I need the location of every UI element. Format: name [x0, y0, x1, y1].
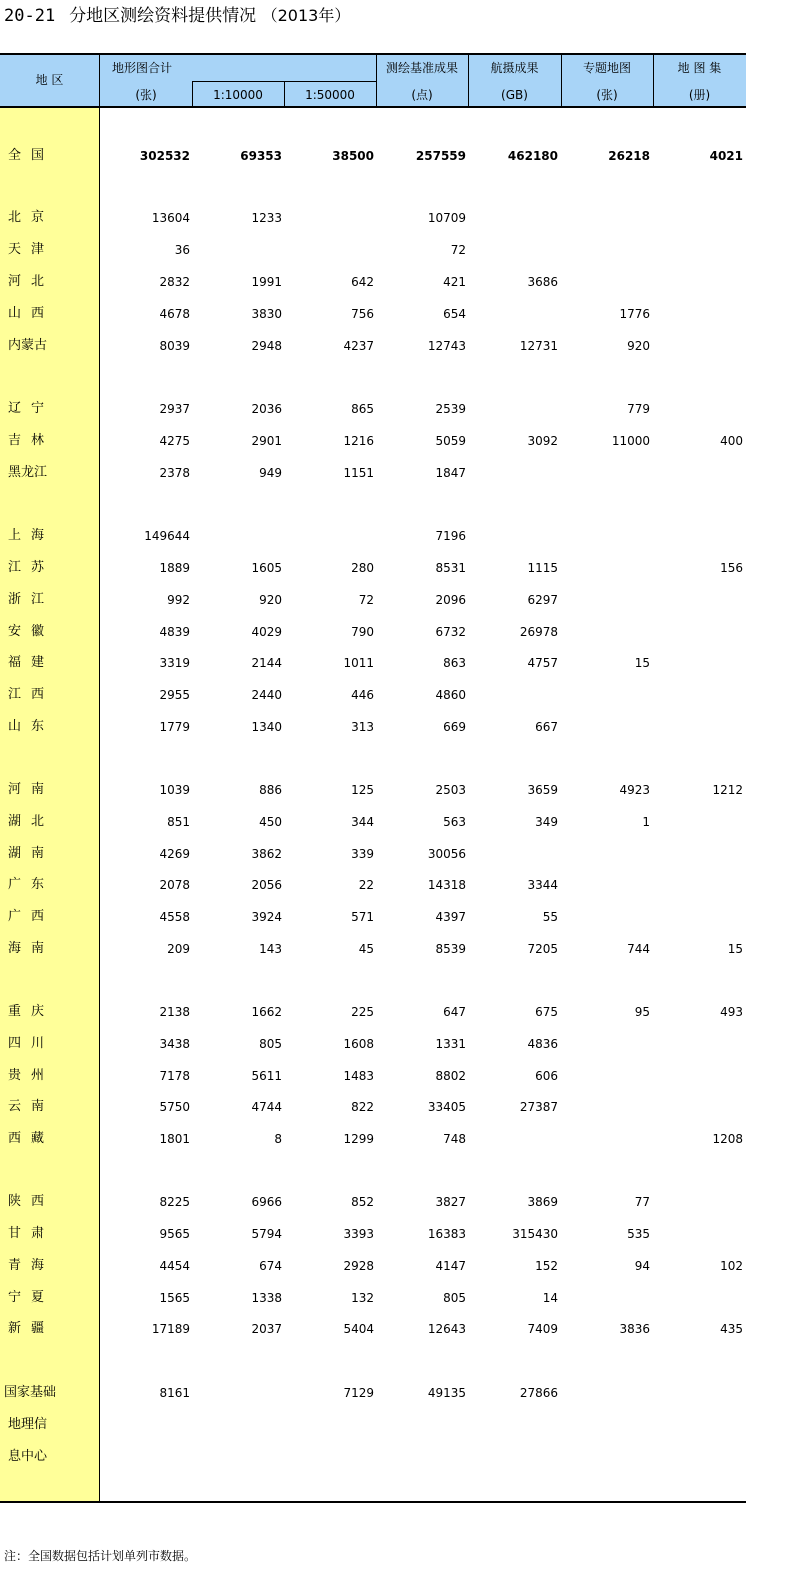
- table-cell: 863: [443, 656, 466, 670]
- table-cell: 1847: [435, 466, 466, 480]
- table-row: [0, 1383, 746, 1403]
- table-cell: 1331: [435, 1037, 466, 1051]
- table-cell: 2138: [159, 1005, 190, 1019]
- region-name: 浙江: [8, 592, 55, 607]
- table-cell: 1216: [343, 434, 374, 448]
- table-cell: 756: [351, 307, 374, 321]
- table-cell: 1151: [343, 466, 374, 480]
- table-cell: 302532: [139, 149, 190, 163]
- region-name: 重庆: [8, 1004, 55, 1019]
- table-cell: 1011: [343, 656, 374, 670]
- table-cell: 744: [627, 942, 650, 956]
- table-cell: 790: [351, 625, 374, 639]
- table-cell: 450: [259, 815, 282, 829]
- region-name: 辽宁: [8, 401, 55, 416]
- table-row: [0, 146, 746, 166]
- table-cell: 435: [720, 1322, 743, 1336]
- table-cell: 10709: [427, 211, 466, 225]
- table-row: [0, 1319, 746, 1339]
- table-row: [0, 208, 746, 228]
- table-row: [0, 780, 746, 800]
- table-cell: 49135: [427, 1386, 466, 1400]
- table-cell: 1991: [251, 275, 282, 289]
- table-row: [0, 1192, 746, 1212]
- table-cell: 4839: [159, 625, 190, 639]
- table-cell: 3862: [251, 847, 282, 861]
- table-cell: 865: [351, 402, 374, 416]
- table-cell: 493: [720, 1005, 743, 1019]
- table-row: [0, 304, 746, 324]
- table-cell: 11000: [611, 434, 650, 448]
- table-cell: 446: [351, 688, 374, 702]
- table-cell: 2378: [159, 466, 190, 480]
- table-cell: 8539: [435, 942, 466, 956]
- table-row: [0, 717, 746, 737]
- table-cell: 344: [351, 815, 374, 829]
- table-cell: 920: [627, 339, 650, 353]
- table-cell: 225: [351, 1005, 374, 1019]
- table-row: [0, 558, 746, 578]
- table-cell: 4757: [527, 656, 558, 670]
- table-cell: 2948: [251, 339, 282, 353]
- table-cell: 33405: [427, 1100, 466, 1114]
- region-name: 福建: [8, 655, 55, 670]
- table-cell: 2928: [343, 1259, 374, 1273]
- table-cell: 421: [443, 275, 466, 289]
- table-cell: 4923: [619, 783, 650, 797]
- table-row: [0, 463, 746, 483]
- table-row: [0, 622, 746, 642]
- table-cell: 6297: [527, 593, 558, 607]
- region-name: 山东: [8, 719, 55, 734]
- table-cell: 4237: [343, 339, 374, 353]
- table-cell: 15: [727, 942, 743, 956]
- table-cell: 642: [351, 275, 374, 289]
- table-cell: 3836: [619, 1322, 650, 1336]
- table-cell: 102: [720, 1259, 743, 1273]
- table-cell: 1801: [159, 1132, 190, 1146]
- region-name: 湖南: [8, 846, 55, 861]
- table-cell: 1115: [527, 561, 558, 575]
- table-cell: 2144: [251, 656, 282, 670]
- table-cell: 4029: [251, 625, 282, 639]
- table-cell: 4397: [435, 910, 466, 924]
- table-row: [0, 590, 746, 610]
- table-cell: 822: [351, 1100, 374, 1114]
- table-cell: 1299: [343, 1132, 374, 1146]
- table-cell: 26978: [519, 625, 558, 639]
- table-cell: 654: [443, 307, 466, 321]
- table-cell: 3659: [527, 783, 558, 797]
- table-cell: 1776: [619, 307, 650, 321]
- table-row: [0, 1097, 746, 1117]
- table-cell: 1212: [712, 783, 743, 797]
- header-survey-unit: (点): [411, 88, 433, 102]
- table-cell: 2937: [159, 402, 190, 416]
- table-row: [0, 1066, 746, 1086]
- table-cell: 4454: [159, 1259, 190, 1273]
- table-cell: 3344: [527, 878, 558, 892]
- table-cell: 851: [167, 815, 190, 829]
- table-cell: 17189: [151, 1322, 190, 1336]
- table-cell: 132: [351, 1291, 374, 1305]
- table-row: [0, 526, 746, 546]
- region-name: 江西: [8, 687, 55, 702]
- table-cell: 949: [259, 466, 282, 480]
- table-row: [0, 1034, 746, 1054]
- header-aerial-unit: (GB): [501, 88, 528, 102]
- table-cell: 27387: [519, 1100, 558, 1114]
- table-cell: 992: [167, 593, 190, 607]
- table-cell: 72: [358, 593, 374, 607]
- table-row: [0, 399, 746, 419]
- table-cell: 77: [634, 1195, 650, 1209]
- table-row: [0, 240, 746, 260]
- table-cell: 152: [535, 1259, 558, 1273]
- table-cell: 6732: [435, 625, 466, 639]
- table-cell: 3924: [251, 910, 282, 924]
- region-name: 国家基础: [4, 1385, 57, 1400]
- table-row: [0, 431, 746, 451]
- table-cell: 27866: [519, 1386, 558, 1400]
- header-scale-10000: 1:10000: [213, 88, 263, 102]
- region-name: 河北: [8, 274, 55, 289]
- header-aerial: 航摄成果: [490, 61, 539, 75]
- table-cell: 13604: [151, 211, 190, 225]
- region-name: 贵州: [8, 1068, 55, 1083]
- table-cell: 12731: [519, 339, 558, 353]
- table-cell: 2503: [435, 783, 466, 797]
- header-atlas-unit: (册): [688, 88, 711, 102]
- table-cell: 1662: [251, 1005, 282, 1019]
- table-cell: 667: [535, 720, 558, 734]
- table-cell: 5611: [251, 1069, 282, 1083]
- table-cell: 647: [443, 1005, 466, 1019]
- table-cell: 805: [443, 1291, 466, 1305]
- region-name: 吉林: [8, 433, 55, 448]
- table-cell: 12643: [427, 1322, 466, 1336]
- table-bottom-rule: [0, 1501, 746, 1503]
- table-cell: 4558: [159, 910, 190, 924]
- table-cell: 8: [274, 1132, 282, 1146]
- table-cell: 7129: [343, 1386, 374, 1400]
- table-cell: 3319: [159, 656, 190, 670]
- table-cell: 2037: [251, 1322, 282, 1336]
- header-thematic-unit: (张): [596, 88, 618, 102]
- table-cell: 779: [627, 402, 650, 416]
- table-cell: 45: [358, 942, 374, 956]
- region-name: 黑龙江: [8, 465, 48, 480]
- table-cell: 462180: [507, 149, 558, 163]
- region-name: 广东: [8, 877, 55, 892]
- region-name: 湖北: [8, 814, 55, 829]
- table-cell: 2955: [159, 688, 190, 702]
- table-cell: 69353: [240, 149, 282, 163]
- region-name: 宁夏: [8, 1290, 55, 1305]
- table-cell: 16383: [427, 1227, 466, 1241]
- table-cell: 1233: [251, 211, 282, 225]
- table-cell: 886: [259, 783, 282, 797]
- table-cell: 209: [167, 942, 190, 956]
- table-cell: 5059: [435, 434, 466, 448]
- table-row: [0, 875, 746, 895]
- table-cell: 15: [634, 656, 650, 670]
- table-cell: 2832: [159, 275, 190, 289]
- region-name: 北京: [8, 210, 55, 225]
- table-row: [0, 1447, 746, 1467]
- table-cell: 3869: [527, 1195, 558, 1209]
- table-cell: 4269: [159, 847, 190, 861]
- table-cell: 125: [351, 783, 374, 797]
- table-cell: 4860: [435, 688, 466, 702]
- table-cell: 313: [351, 720, 374, 734]
- table-cell: 675: [535, 1005, 558, 1019]
- table-cell: 14: [542, 1291, 558, 1305]
- table-row: [0, 812, 746, 832]
- region-name: 山西: [8, 306, 55, 321]
- header-thematic: 专题地图: [582, 61, 631, 75]
- table-cell: 55: [542, 910, 558, 924]
- table-cell: 1605: [251, 561, 282, 575]
- region-name: 广西: [8, 909, 55, 924]
- table-cell: 8531: [435, 561, 466, 575]
- table-cell: 1208: [712, 1132, 743, 1146]
- table-cell: 2440: [251, 688, 282, 702]
- table-title-text: 分地区测绘资料提供情况: [69, 6, 257, 26]
- table-cell: 4275: [159, 434, 190, 448]
- table-row: [0, 844, 746, 864]
- table-cell: 3438: [159, 1037, 190, 1051]
- table-cell: 8039: [159, 339, 190, 353]
- table-cell: 7205: [527, 942, 558, 956]
- header-scale-50000: 1:50000: [305, 88, 355, 102]
- table-cell: 8161: [159, 1386, 190, 1400]
- header-topo-unit: (张): [135, 88, 157, 102]
- table-cell: 3092: [527, 434, 558, 448]
- header-region: 地 区: [35, 73, 64, 87]
- region-name: 安徽: [8, 624, 55, 639]
- table-row: [0, 907, 746, 927]
- table-cell: 1889: [159, 561, 190, 575]
- table-cell: 2036: [251, 402, 282, 416]
- table-cell: 3830: [251, 307, 282, 321]
- table-cell: 3393: [343, 1227, 374, 1241]
- table-cell: 315430: [512, 1227, 558, 1241]
- table-cell: 1565: [159, 1291, 190, 1305]
- table-cell: 257559: [415, 149, 466, 163]
- region-name: 上海: [8, 528, 55, 543]
- table-cell: 2901: [251, 434, 282, 448]
- table-cell: 72: [450, 243, 466, 257]
- table-row: [0, 1002, 746, 1022]
- table-cell: 805: [259, 1037, 282, 1051]
- table-row: [0, 336, 746, 356]
- table-cell: 95: [634, 1005, 650, 1019]
- region-name: 青海: [8, 1258, 55, 1273]
- table-cell: 149644: [144, 529, 190, 543]
- region-name: 甘肃: [8, 1226, 55, 1241]
- table-cell: 5750: [159, 1100, 190, 1114]
- table-cell: 280: [351, 561, 374, 575]
- table-row: [0, 1415, 746, 1435]
- table-title: [4, 4, 350, 28]
- table-cell: 8225: [159, 1195, 190, 1209]
- table-cell: 5794: [251, 1227, 282, 1241]
- region-name: 地理信: [8, 1417, 48, 1432]
- table-cell: 2056: [251, 878, 282, 892]
- table-cell: 4678: [159, 307, 190, 321]
- table-footnote: 注：全国数据包括计划单列市数据。: [4, 1549, 197, 1563]
- table-cell: 852: [351, 1195, 374, 1209]
- table-cell: 5404: [343, 1322, 374, 1336]
- table-cell: 1: [642, 815, 650, 829]
- table-cell: 14318: [427, 878, 466, 892]
- table-cell: 4744: [251, 1100, 282, 1114]
- table-cell: 920: [259, 593, 282, 607]
- table-cell: 349: [535, 815, 558, 829]
- table-row: [0, 1256, 746, 1276]
- table-cell: 339: [351, 847, 374, 861]
- region-name: 云南: [8, 1099, 55, 1114]
- table-cell: 2539: [435, 402, 466, 416]
- region-name: 内蒙古: [8, 338, 48, 353]
- table-cell: 4147: [435, 1259, 466, 1273]
- table-cell: 4836: [527, 1037, 558, 1051]
- table-cell: 2096: [435, 593, 466, 607]
- table-cell: 3827: [435, 1195, 466, 1209]
- header-atlas: 地 图 集: [677, 61, 722, 75]
- table-row: [0, 685, 746, 705]
- table-row: [0, 1129, 746, 1149]
- region-name: 全国: [8, 148, 55, 163]
- table-cell: 1608: [343, 1037, 374, 1051]
- table-cell: 30056: [427, 847, 466, 861]
- table-cell: 6966: [251, 1195, 282, 1209]
- table-cell: 563: [443, 815, 466, 829]
- table-cell: 156: [720, 561, 743, 575]
- region-name: 海南: [8, 941, 55, 956]
- table-cell: 571: [351, 910, 374, 924]
- table-row: [0, 653, 746, 673]
- table-cell: 22: [358, 878, 374, 892]
- table-year: （2013年）: [261, 6, 351, 25]
- region-name: 陕西: [8, 1194, 55, 1209]
- table-cell: 38500: [332, 149, 374, 163]
- header-survey: 测绘基准成果: [385, 61, 458, 75]
- region-name: 河南: [8, 782, 55, 797]
- region-name: 四川: [8, 1036, 55, 1051]
- region-name: 西藏: [8, 1131, 55, 1146]
- table-cell: 1340: [251, 720, 282, 734]
- table-cell: 2078: [159, 878, 190, 892]
- table-cell: 3686: [527, 275, 558, 289]
- table-code: 20-21: [4, 6, 56, 26]
- table-cell: 674: [259, 1259, 282, 1273]
- table-cell: 1039: [159, 783, 190, 797]
- table-row: [0, 1288, 746, 1308]
- table-cell: 1779: [159, 720, 190, 734]
- table-cell: 1338: [251, 1291, 282, 1305]
- table-cell: 12743: [427, 339, 466, 353]
- header-topo-total: 地形图合计: [112, 61, 173, 75]
- table-row: [0, 272, 746, 292]
- header-subdivider: [192, 81, 376, 82]
- table-cell: 143: [259, 942, 282, 956]
- region-name: 江苏: [8, 560, 55, 575]
- table-cell: 8802: [435, 1069, 466, 1083]
- table-cell: 535: [627, 1227, 650, 1241]
- table-row: [0, 1224, 746, 1244]
- table-cell: 36: [174, 243, 190, 257]
- table-row: [0, 939, 746, 959]
- table-cell: 606: [535, 1069, 558, 1083]
- table-cell: 26218: [608, 149, 650, 163]
- table-cell: 7409: [527, 1322, 558, 1336]
- table-cell: 4021: [709, 149, 743, 163]
- table-cell: 400: [720, 434, 743, 448]
- region-name: 新疆: [8, 1321, 55, 1336]
- region-name: 息中心: [8, 1449, 48, 1464]
- region-name: 天津: [8, 242, 55, 257]
- table-cell: 669: [443, 720, 466, 734]
- table-cell: 1483: [343, 1069, 374, 1083]
- table-cell: 7196: [435, 529, 466, 543]
- table-cell: 748: [443, 1132, 466, 1146]
- table-cell: 7178: [159, 1069, 190, 1083]
- table-cell: 9565: [159, 1227, 190, 1241]
- table-cell: 94: [634, 1259, 650, 1273]
